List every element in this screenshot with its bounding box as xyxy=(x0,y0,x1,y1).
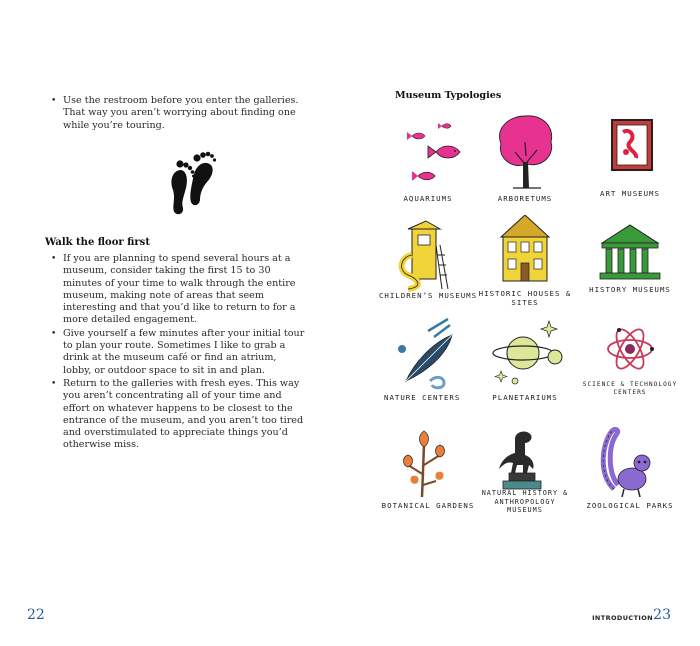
typology-label: SCIENCE & TECHNOLOGY CENTERS xyxy=(582,381,678,396)
page-number-right: 23 xyxy=(653,607,671,623)
feather-shell-icon xyxy=(378,315,478,395)
typology-label: PLANETARIUMS xyxy=(492,393,558,402)
typology-label: BOTANICAL GARDENS xyxy=(381,501,475,510)
footprints-icon xyxy=(167,150,217,218)
typology-childrens-museums xyxy=(378,215,478,315)
typology-label: NATURAL HISTORY & ANTHROPOLOGY MUSEUMS xyxy=(481,489,569,514)
typology-label: ARBORETUMS xyxy=(497,194,553,203)
typologies-title: Museum Typologies xyxy=(395,90,502,101)
typology-planetariums xyxy=(475,315,575,415)
typology-label: HISTORIC HOUSES & SITES xyxy=(478,289,572,307)
page-number-left: 22 xyxy=(27,607,45,623)
bullet-first-minutes: • If you are planning to spend several hours at a museum, consider taking the first 15 to 30 minutes of your time to walk through the entire museum, making note of areas that seem interesting and that you’d like to return to for a more detailed engagement. xyxy=(51,253,307,327)
typology-label: NATURE CENTERS xyxy=(384,393,461,402)
fish-icon xyxy=(378,112,478,192)
bullet-plan-route: • Give yourself a few minutes after your initial tour to plan your route. Sometimes I like to grab a drink at the museum café or find an atrium, lobby, or outdoor space to sit in and plan. xyxy=(51,328,307,377)
section-heading: Walk the floor first xyxy=(45,237,150,248)
typology-label: HISTORY MUSEUMS xyxy=(589,285,671,294)
typology-art-museums xyxy=(580,112,680,212)
framed-painting-icon xyxy=(580,112,680,192)
tree-icon xyxy=(475,112,575,192)
bullet-restroom: • Use the restroom before you enter the galleries. That way you aren’t worrying about finding one while you’re touring. xyxy=(51,95,307,132)
typology-label: AQUARIUMS xyxy=(403,194,453,203)
typology-history-museums xyxy=(580,215,680,315)
typology-arboretums xyxy=(475,112,575,212)
typology-botanical-gardens xyxy=(378,425,478,525)
bullet-fresh-eyes: • Return to the galleries with fresh eyes. This way you aren’t concentrating all of your time and effort on whatever happens to be closest to the entrance of the museum, and you aren’t too tired and overstimulated to appreciate things you’d otherwise miss. xyxy=(51,378,307,452)
typology-aquariums xyxy=(378,112,478,212)
typology-historic-houses xyxy=(475,215,575,315)
flower-plant-icon xyxy=(378,425,478,505)
intro-bullet-list xyxy=(51,95,307,132)
running-head: INTRODUCTION xyxy=(592,614,653,622)
walk-floor-bullet-list xyxy=(51,253,307,453)
typology-science-centers xyxy=(580,315,680,415)
lemur-icon xyxy=(580,425,680,505)
planet-stars-icon xyxy=(475,315,575,395)
typology-natural-history xyxy=(475,425,575,525)
typology-zoological-parks xyxy=(580,425,680,525)
typology-label: ZOOLOGICAL PARKS xyxy=(586,501,674,510)
historic-house-icon xyxy=(475,215,575,295)
right-page xyxy=(350,0,700,646)
playhouse-slide-icon xyxy=(378,215,478,295)
typology-label: ART MUSEUMS xyxy=(600,189,660,198)
typology-label: CHILDREN’S MUSEUMS xyxy=(378,291,478,300)
typology-nature-centers xyxy=(378,315,478,415)
columned-building-icon xyxy=(580,215,680,295)
